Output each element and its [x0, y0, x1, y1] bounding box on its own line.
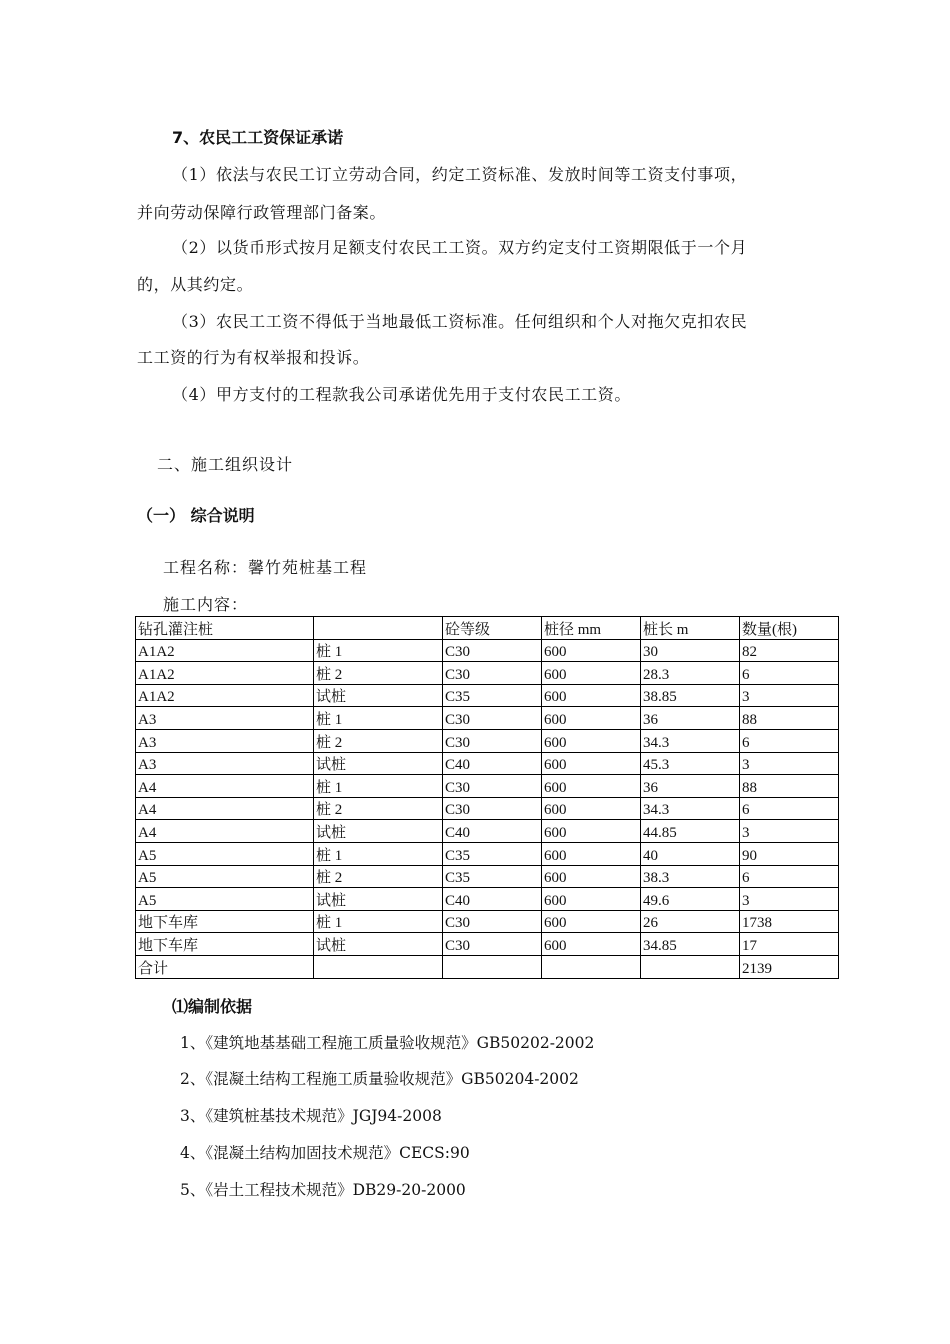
table-row [136, 955, 839, 978]
table-cell: 38.3 [641, 865, 740, 888]
table-cell [641, 955, 740, 978]
table-row [136, 752, 839, 775]
table-cell: 地下车库 [136, 910, 314, 933]
basis-item: 4、《混凝土结构加固技术规范》CECS:90 [180, 1144, 470, 1162]
basis-item: 5、《岩土工程技术规范》DB29-20-2000 [180, 1181, 466, 1199]
section7-heading: 7、农民工工资保证承诺 [172, 128, 344, 147]
basis-heading: ⑴编制依据 [172, 997, 253, 1016]
table-cell: 桩 1 [314, 910, 443, 933]
table-cell: 试桩 [314, 684, 443, 707]
table-cell: C30 [443, 933, 542, 956]
table-cell: 36 [641, 707, 740, 730]
table-row [136, 842, 839, 865]
table-cell: 6 [740, 729, 839, 752]
table-cell: 34.3 [641, 729, 740, 752]
table-cell: 试桩 [314, 933, 443, 956]
table-cell: 3 [740, 684, 839, 707]
table-cell [443, 955, 542, 978]
table-cell: 600 [542, 865, 641, 888]
item3-line1: （3）农民工工资不得低于当地最低工资标准。任何组织和个人对拖欠克扣农民 [172, 312, 748, 331]
table-cell: C30 [443, 707, 542, 730]
table-cell: 600 [542, 662, 641, 685]
table-cell: 88 [740, 707, 839, 730]
table-cell: C30 [443, 910, 542, 933]
header-cell: 桩长 m [641, 617, 740, 640]
table-cell: A5 [136, 865, 314, 888]
item2-line2: 的，从其约定。 [137, 275, 254, 294]
pile-table [135, 616, 839, 979]
table-cell [542, 955, 641, 978]
item4-line1: （4）甲方支付的工程款我公司承诺优先用于支付农民工工资。 [172, 385, 631, 404]
table-cell: C35 [443, 865, 542, 888]
table-cell: C35 [443, 842, 542, 865]
table-cell: 3 [740, 752, 839, 775]
table-cell: A1A2 [136, 662, 314, 685]
table-cell: 1738 [740, 910, 839, 933]
table-cell: A4 [136, 820, 314, 843]
table-row [136, 684, 839, 707]
table-cell: C35 [443, 684, 542, 707]
table-cell: 6 [740, 797, 839, 820]
table-cell: 90 [740, 842, 839, 865]
table-cell: 36 [641, 775, 740, 798]
table-cell: 600 [542, 684, 641, 707]
table-cell: 600 [542, 820, 641, 843]
table-cell: A5 [136, 842, 314, 865]
table-cell: 试桩 [314, 820, 443, 843]
table-cell: C30 [443, 775, 542, 798]
table-cell: 600 [542, 707, 641, 730]
project-name: 工程名称：馨竹苑桩基工程 [163, 558, 368, 577]
table-cell: 600 [542, 775, 641, 798]
table-cell: 30 [641, 639, 740, 662]
table-cell: 试桩 [314, 888, 443, 911]
header-cell: 桩径 mm [542, 617, 641, 640]
table-cell: A5 [136, 888, 314, 911]
table-cell: A3 [136, 729, 314, 752]
table-cell: 桩 1 [314, 842, 443, 865]
table-row [136, 888, 839, 911]
table-row [136, 729, 839, 752]
table-row [136, 933, 839, 956]
table-cell: 6 [740, 865, 839, 888]
header-cell [314, 617, 443, 640]
table-cell: A3 [136, 752, 314, 775]
table-cell: C30 [443, 797, 542, 820]
section2-title: 二、施工组织设计 [157, 455, 294, 474]
item1-line2: 并向劳动保障行政管理部门备案。 [137, 203, 387, 222]
table-cell: A4 [136, 797, 314, 820]
table-cell: 49.6 [641, 888, 740, 911]
table-cell: C30 [443, 729, 542, 752]
table-cell: 600 [542, 729, 641, 752]
table-cell: 17 [740, 933, 839, 956]
subsection-overview: （一） 综合说明 [137, 506, 255, 525]
table-cell: 600 [542, 888, 641, 911]
table-cell: A4 [136, 775, 314, 798]
table-cell: 桩 2 [314, 797, 443, 820]
table-cell: 600 [542, 797, 641, 820]
table-cell: A3 [136, 707, 314, 730]
table-cell: 26 [641, 910, 740, 933]
table-cell: 桩 1 [314, 639, 443, 662]
header-cell: 钻孔灌注桩 [136, 617, 314, 640]
table-cell: 34.85 [641, 933, 740, 956]
table-cell: 桩 2 [314, 865, 443, 888]
basis-item: 2、《混凝土结构工程施工质量验收规范》GB50204-2002 [180, 1070, 579, 1088]
table-cell: 88 [740, 775, 839, 798]
content-label: 施工内容： [163, 595, 249, 614]
table-cell: 桩 2 [314, 729, 443, 752]
item1-line1: （1）依法与农民工订立劳动合同，约定工资标准、发放时间等工资支付事项， [172, 165, 748, 184]
table-row [136, 797, 839, 820]
header-cell: 砼等级 [443, 617, 542, 640]
table-cell: A1A2 [136, 684, 314, 707]
table-cell [314, 955, 443, 978]
table-cell: 40 [641, 842, 740, 865]
table-cell: 38.85 [641, 684, 740, 707]
table-row [136, 707, 839, 730]
table-cell: 合计 [136, 955, 314, 978]
header-cell: 数量(根) [740, 617, 839, 640]
table-cell: 600 [542, 752, 641, 775]
table-row [136, 775, 839, 798]
table-cell: 2139 [740, 955, 839, 978]
table-cell: 600 [542, 933, 641, 956]
table-row [136, 910, 839, 933]
item2-line1: （2）以货币形式按月足额支付农民工工资。双方约定支付工资期限低于一个月 [172, 238, 748, 257]
table-cell: 28.3 [641, 662, 740, 685]
table-cell: C40 [443, 752, 542, 775]
item3-line2: 工工资的行为有权举报和投诉。 [137, 348, 370, 367]
table-cell: 桩 1 [314, 707, 443, 730]
table-row [136, 865, 839, 888]
table-cell: 地下车库 [136, 933, 314, 956]
table-cell: 6 [740, 662, 839, 685]
table-cell: 3 [740, 888, 839, 911]
table-cell: 82 [740, 639, 839, 662]
table-header-row [136, 617, 839, 640]
table-cell: 45.3 [641, 752, 740, 775]
table-cell: 600 [542, 842, 641, 865]
table-cell: C30 [443, 662, 542, 685]
table-cell: 桩 1 [314, 775, 443, 798]
table-row [136, 662, 839, 685]
table-cell: 34.3 [641, 797, 740, 820]
table-cell: 试桩 [314, 752, 443, 775]
table-cell: 3 [740, 820, 839, 843]
basis-item: 1、《建筑地基基础工程施工质量验收规范》GB50202-2002 [180, 1034, 595, 1052]
table-cell: 600 [542, 910, 641, 933]
table-row [136, 639, 839, 662]
table-cell: 桩 2 [314, 662, 443, 685]
table-cell: C40 [443, 820, 542, 843]
table-row [136, 820, 839, 843]
table-cell: 44.85 [641, 820, 740, 843]
table-cell: C40 [443, 888, 542, 911]
table-cell: A1A2 [136, 639, 314, 662]
basis-item: 3、《建筑桩基技术规范》JGJ94-2008 [180, 1107, 442, 1125]
table-cell: 600 [542, 639, 641, 662]
table-cell: C30 [443, 639, 542, 662]
